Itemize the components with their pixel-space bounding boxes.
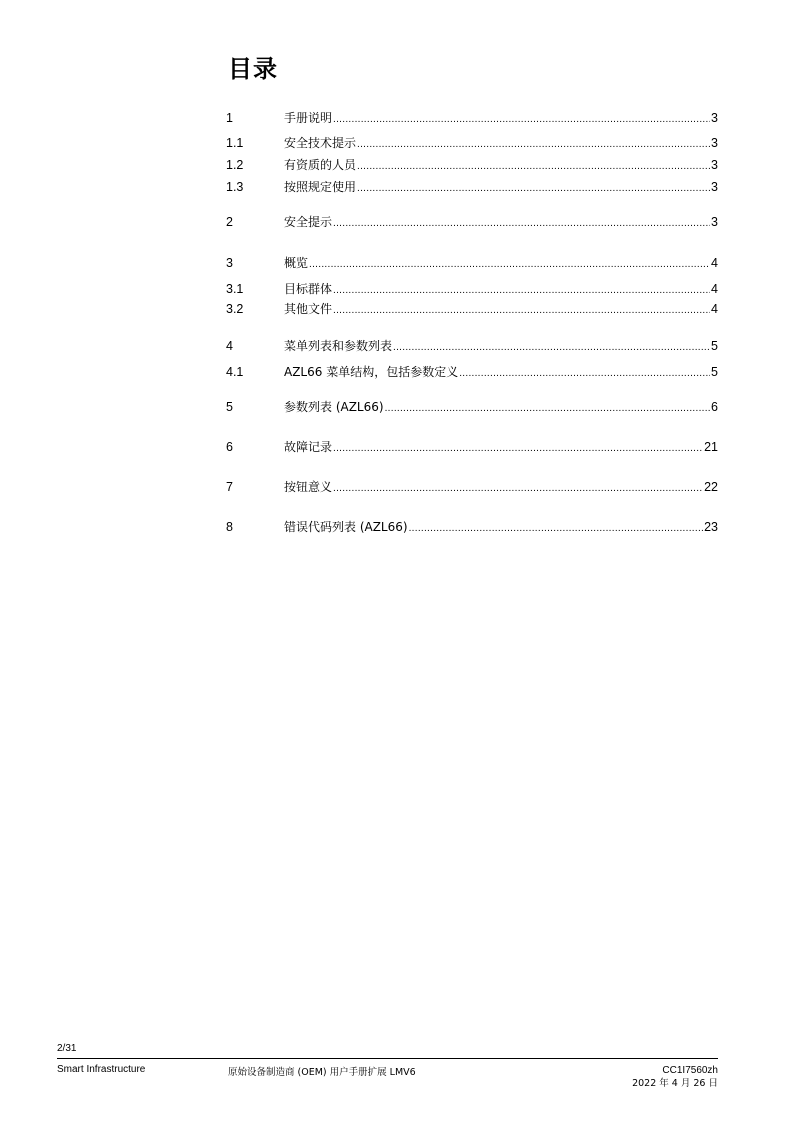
toc-leader [309, 257, 710, 273]
footer-meta [632, 1064, 718, 1090]
toc-title: 安全提示 [284, 215, 333, 229]
toc-leader [333, 283, 710, 299]
footer-company: Smart Infrastructure [57, 1064, 146, 1075]
toc-leader [357, 137, 710, 153]
toc-title: 故障记录 [284, 440, 333, 454]
toc-entry-8[interactable] [226, 519, 718, 535]
toc-number: 3.2 [226, 302, 244, 316]
toc-leader [333, 112, 710, 128]
toc-title: 目标群体 [284, 282, 333, 296]
toc-page-number: 5 [711, 339, 718, 353]
toc-number: 7 [226, 480, 233, 494]
toc-page-number: 3 [711, 158, 718, 172]
toc-entry-3[interactable] [226, 255, 718, 271]
toc-leader [459, 366, 710, 382]
toc-entry-3-1[interactable] [226, 281, 718, 297]
toc-title: 其他文件 [284, 302, 333, 316]
toc-title: 错误代码列表 (AZL66) [284, 520, 408, 534]
toc-number: 1 [226, 111, 233, 125]
toc-number: 1.3 [226, 180, 244, 194]
toc-page-number: 4 [711, 282, 718, 296]
toc-title: 菜单列表和参数列表 [284, 339, 393, 353]
footer-date: 2022 年 4 月 26 日 [632, 1078, 718, 1089]
toc-entry-1-2[interactable] [226, 157, 718, 173]
toc-leader [409, 521, 704, 537]
toc-page-number: 22 [704, 480, 718, 494]
toc-leader [393, 340, 710, 356]
toc-number: 8 [226, 520, 233, 534]
toc-page-number: 3 [711, 215, 718, 229]
toc-title: 按钮意义 [284, 480, 333, 494]
toc-leader [357, 159, 710, 175]
toc-page-number: 3 [711, 111, 718, 125]
page-title: 目录 [228, 55, 278, 83]
footer-document-code: CC1I7560zh [662, 1065, 718, 1076]
toc-number: 3.1 [226, 282, 244, 296]
toc-page-number: 6 [711, 400, 718, 414]
toc-entry-4-1[interactable] [226, 364, 718, 380]
toc-number: 4.1 [226, 365, 244, 379]
toc-page-number: 4 [711, 256, 718, 270]
toc-title: 安全技术提示 [284, 136, 357, 150]
toc-number: 1.2 [226, 158, 244, 172]
toc-page-number: 3 [711, 136, 718, 150]
toc-number: 2 [226, 215, 233, 229]
toc-page-number: 5 [711, 365, 718, 379]
toc-page-number: 23 [704, 520, 718, 534]
toc-entry-4[interactable] [226, 338, 718, 354]
toc-page-number: 21 [704, 440, 718, 454]
toc-title: 有资质的人员 [284, 158, 357, 172]
toc-title: AZL66 菜单结构，包括参数定义 [284, 365, 459, 379]
toc-leader [333, 441, 703, 457]
toc-entry-1[interactable] [226, 110, 718, 126]
toc-entry-3-2[interactable] [226, 301, 718, 317]
toc-title: 按照规定使用 [284, 180, 357, 194]
toc-leader [385, 401, 710, 417]
toc-leader [333, 303, 710, 319]
toc-title: 手册说明 [284, 111, 333, 125]
toc-leader [333, 216, 710, 232]
toc-leader [357, 181, 710, 197]
toc-entry-1-3[interactable] [226, 179, 718, 195]
toc-title: 概览 [284, 256, 309, 270]
toc-number: 4 [226, 339, 233, 353]
toc-entry-5[interactable] [226, 399, 718, 415]
toc-number: 3 [226, 256, 233, 270]
toc-leader [333, 481, 703, 497]
toc-entry-6[interactable] [226, 439, 718, 455]
toc-entry-1-1[interactable] [226, 135, 718, 151]
toc-page-number: 3 [711, 180, 718, 194]
toc-entry-7[interactable] [226, 479, 718, 495]
toc-entry-2[interactable] [226, 214, 718, 230]
footer-document-title: 原始设备制造商 (OEM) 用户手册扩展 LMV6 [228, 1067, 416, 1078]
footer-page-number: 2/31 [57, 1043, 77, 1054]
toc-number: 1.1 [226, 136, 244, 150]
toc-number: 6 [226, 440, 233, 454]
toc-page-number: 4 [711, 302, 718, 316]
toc-number: 5 [226, 400, 233, 414]
toc-title: 参数列表 (AZL66) [284, 400, 384, 414]
footer-divider [57, 1058, 718, 1059]
